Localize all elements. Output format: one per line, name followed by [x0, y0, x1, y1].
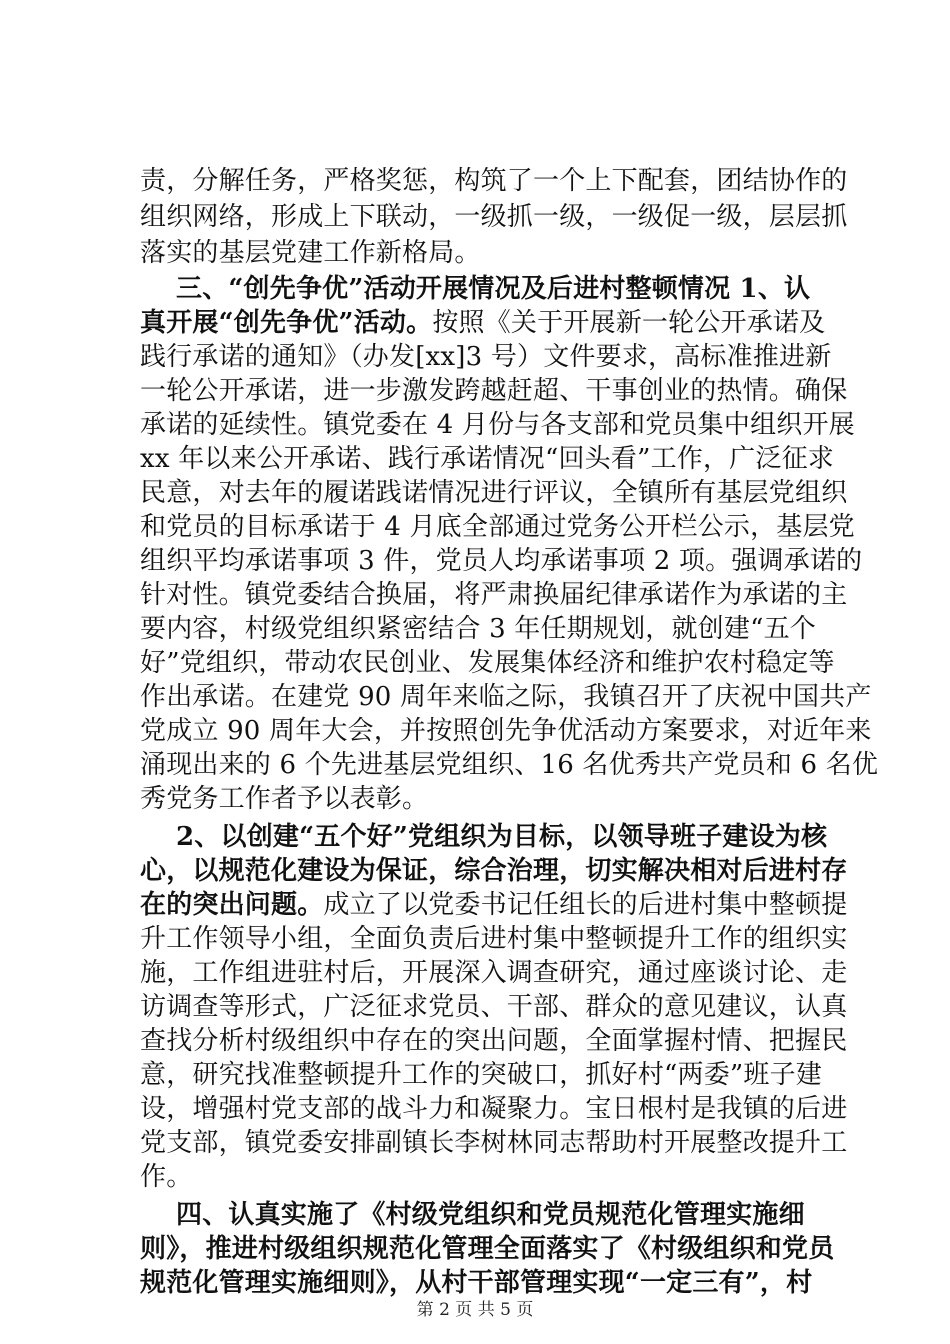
text-line	[140, 306, 840, 340]
text-line: 承诺的延续性。镇党委在 4 月份与各支部和党员集中组织开展	[140, 410, 855, 440]
text-line: 心，以规范化建设为保证，综合治理，切实解决相对后进村存	[140, 856, 848, 886]
text-line: 意，研究找准整顿提升工作的突破口，抓好村“两委”班子建	[140, 1060, 822, 1090]
text-line: 一轮公开承诺，进一步激发跨越赶超、干事创业的热情。确保	[140, 376, 848, 406]
text-line: 2、以创建“五个好”党组织为目标，以领导班子建设为核	[176, 822, 828, 852]
text-line: 涌现出来的 6 个先进基层党组织、16 名优秀共产党员和 6 名优	[140, 750, 879, 780]
text-line: 升工作领导小组，全面负责后进村集中整顿提升工作的组织实	[140, 924, 848, 954]
text-line: 组织平均承诺事项 3 件，党员人均承诺事项 2 项。强调承诺的	[140, 546, 863, 576]
text-line: 和党员的目标承诺于 4 月底全部通过党务公开栏公示，基层党	[140, 512, 855, 542]
text-line: 党支部，镇党委安排副镇长李树林同志帮助村开展整改提升工	[140, 1128, 848, 1158]
text-line: 落实的基层党建工作新格局。	[140, 238, 481, 268]
text-line: 责，分解任务，严格奖惩，构筑了一个上下配套，团结协作的	[140, 166, 848, 196]
regular-text-span: 按照《关于开展新一轮公开承诺及	[432, 308, 826, 338]
page-footer: 第 2 页 共 5 页	[416, 1300, 534, 1320]
text-line: 则》，推进村级组织规范化管理全面落实了《村级组织和党员	[140, 1234, 835, 1264]
bold-text-span: 在的突出问题。	[140, 890, 324, 920]
text-line: 四、认真实施了《村级党组织和党员规范化管理实施细	[176, 1200, 805, 1230]
text-line: 作。	[140, 1162, 193, 1192]
regular-text-span: 成立了以党委书记任组长的后进村集中整顿提	[323, 890, 848, 920]
text-line: 民意，对去年的履诺践诺情况进行评议，全镇所有基层党组织	[140, 478, 848, 508]
text-line: 施，工作组进驻村后，开展深入调查研究，通过座谈讨论、走	[140, 958, 848, 988]
text-line: 查找分析村级组织中存在的突出问题，全面掌握村情、把握民	[140, 1026, 848, 1056]
text-line	[140, 888, 848, 922]
text-line: 组织网络，形成上下联动，一级抓一级，一级促一级，层层抓	[140, 202, 848, 232]
text-line: 作出承诺。在建党 90 周年来临之际，我镇召开了庆祝中国共产	[140, 682, 872, 712]
bold-text-span: 真开展“创先争优”活动。	[140, 308, 433, 338]
text-line: 访调查等形式，广泛征求党员、干部、群众的意见建议，认真	[140, 992, 848, 1022]
text-line: 三、“创先争优”活动开展情况及后进村整顿情况 1、认	[176, 274, 811, 304]
text-line: 规范化管理实施细则》，从村干部管理实现“一定三有”，村	[140, 1268, 813, 1298]
text-line: 好”党组织，带动农民创业、发展集体经济和维护农村稳定等	[140, 648, 835, 678]
text-line: 要内容，村级党组织紧密结合 3 年任期规划，就创建“五个	[140, 614, 816, 644]
text-line: 针对性。镇党委结合换届，将严肃换届纪律承诺作为承诺的主	[140, 580, 848, 610]
text-line: 党成立 90 周年大会，并按照创先争优活动方案要求，对近年来	[140, 716, 872, 746]
text-line: xx 年以来公开承诺、践行承诺情况“回头看”工作，广泛征求	[140, 444, 834, 474]
text-line: 设，增强村党支部的战斗力和凝聚力。宝日根村是我镇的后进	[140, 1094, 848, 1124]
text-line: 践行承诺的通知》（办发[xx]3 号）文件要求，高标准推进新	[140, 342, 832, 372]
text-line: 秀党务工作者予以表彰。	[140, 784, 429, 814]
